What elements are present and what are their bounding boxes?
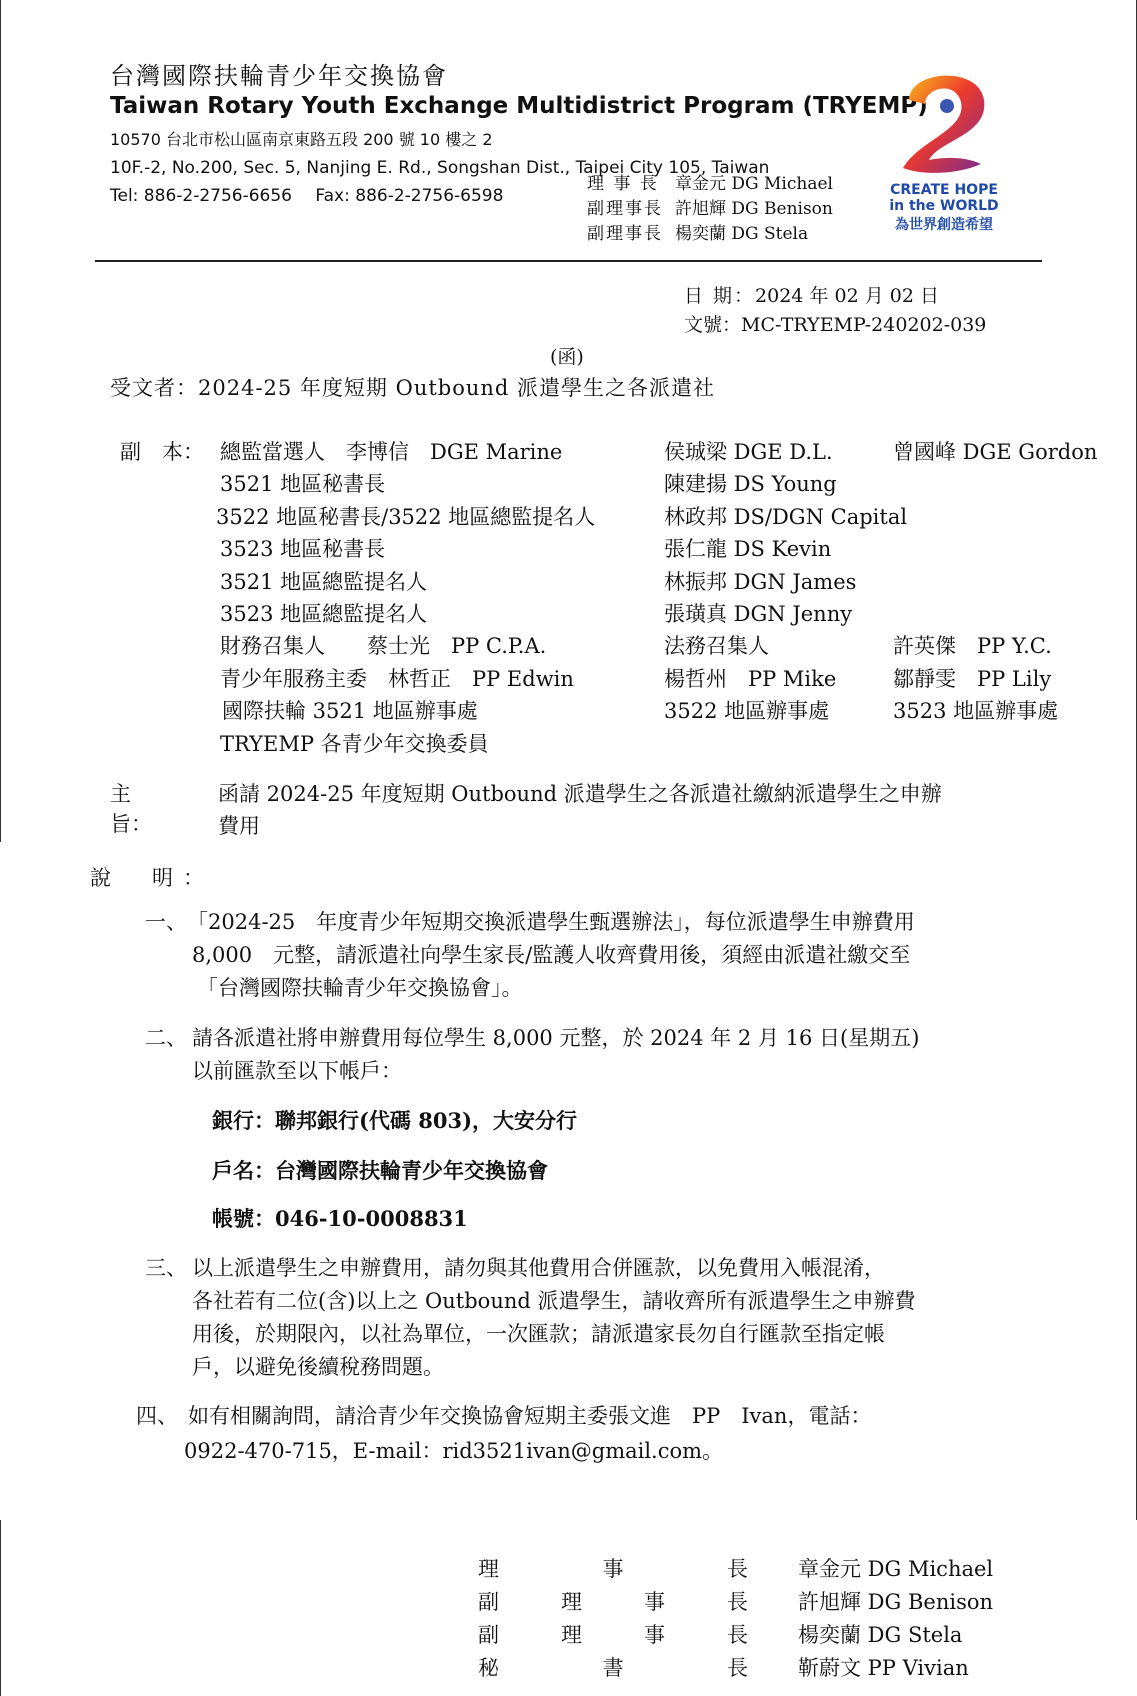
cc-entry: TRYEMP 各青少年交換委員 <box>220 732 489 756</box>
signature-name: 靳蔚文 PP Vivian <box>798 1656 969 1680</box>
ref-line <box>684 311 986 340</box>
date-label: 日 期： <box>684 285 756 307</box>
title-char: 事 <box>602 1557 624 1581</box>
logo-text-2: in the WORLD <box>889 198 999 214</box>
item-line: 如有相關詢問，請洽青少年交換協會短期主委張文進 PP Ivan，電話： <box>188 1404 872 1428</box>
cc-entry: 林振邦 DGN James <box>664 570 857 594</box>
logo-text-3: 為世界創造希望 <box>895 217 993 233</box>
title-char: 秘 <box>478 1656 499 1680</box>
signature-title <box>478 1619 798 1652</box>
cc-entry: 法務召集人 <box>664 634 769 658</box>
account-number: 帳號：046-10-0008831 <box>212 1206 468 1231</box>
subject-line: 費用 <box>218 814 260 838</box>
tel-number: Tel: 886-2-2756-6656 <box>110 186 293 206</box>
item-line: 0922-470-715，E-mail：rid3521ivan@gmail.com。 <box>184 1439 724 1463</box>
signature-name: 章金元 DG Michael <box>798 1557 994 1581</box>
item-line: 戶，以避免後續稅務問題。 <box>192 1355 444 1379</box>
cc-entry: 侯珹梁 DGE D.L. <box>664 440 833 464</box>
logo-text-1: CREATE HOPE <box>890 182 998 198</box>
cc-entry: 3521 地區秘書長 <box>220 472 386 496</box>
item-number: 一、 <box>145 910 187 934</box>
title-char: 副 <box>478 1623 499 1647</box>
item-line: 以上派遣學生之申辦費用，請勿與其他費用合併匯款，以免費用入帳混淆， <box>192 1256 885 1280</box>
cc-entry: 財務召集人 蔡士光 PP C.P.A. <box>220 634 547 658</box>
bank-name: 銀行：聯邦銀行(代碼 803)，大安分行 <box>212 1108 578 1133</box>
cc-entry: 3523 地區秘書長 <box>220 537 386 561</box>
officer-row <box>587 172 833 197</box>
officer-name: 楊奕蘭 DG Stela <box>675 224 809 244</box>
subject-label: 主 旨： <box>110 782 173 836</box>
cc-entry: 許英傑 PP Y.C. <box>893 634 1052 658</box>
address-en: 10F.-2, No.200, Sec. 5, Nanjing E. Rd., Songshan Dist., Taipei City 105, Taiwan <box>110 158 770 178</box>
signature-row <box>478 1619 993 1652</box>
signature-row <box>478 1586 993 1619</box>
address-zh: 10570 台北市松山區南京東路五段 200 號 10 樓之 2 <box>110 130 493 149</box>
officer-title: 理 事 長 <box>587 174 659 194</box>
signature-name: 楊奕蘭 DG Stela <box>798 1623 963 1647</box>
item-line: 「2024-25 年度青少年短期交換派遣學生甄選辦法」，每位派遣學生申辦費用 <box>187 910 915 934</box>
cc-entry: 國際扶輪 3521 地區辦事處 <box>222 699 478 723</box>
officer-name: 章金元 DG Michael <box>675 174 833 194</box>
ref-label: 文號： <box>684 314 742 336</box>
create-hope-logo <box>884 60 1004 234</box>
item-number: 四、 <box>136 1404 178 1428</box>
item-number: 二、 <box>145 1026 187 1050</box>
page-edge-left-lower <box>0 1520 1 1696</box>
ref-value: MC-TRYEMP-240202-039 <box>741 314 987 336</box>
item-line: 用後，於期限內，以社為單位，一次匯款；請派遣家長勿自行匯款至指定帳 <box>192 1322 885 1346</box>
date-value: 2024 年 02 月 02 日 <box>755 285 939 307</box>
item-line: 8,000 元整，請派遣社向學生家長/監護人收齊費用後，須經由派遣社繳交至 <box>192 943 911 967</box>
cc-entry: 張仁龍 DS Kevin <box>664 537 832 561</box>
org-name-en: Taiwan Rotary Youth Exchange Multidistrict Program (TRYEMP) <box>110 93 928 119</box>
cc-entry: 青少年服務主委 林哲正 PP Edwin <box>220 667 574 691</box>
cc-entry: 3522 地區秘書長/3522 地區總監提名人 <box>216 505 596 529</box>
account-name: 戶名：台灣國際扶輪青少年交換協會 <box>212 1158 548 1183</box>
signature-title <box>478 1586 798 1619</box>
cc-entry: 楊哲州 PP Mike <box>664 667 837 691</box>
signature-title <box>478 1553 798 1586</box>
doc-type: (函) <box>550 346 584 368</box>
cc-entry: 曾國峰 DGE Gordon <box>893 440 1098 464</box>
cc-entry: 3522 地區辦事處 <box>664 699 830 723</box>
cc-label: 副 本： <box>120 440 204 464</box>
cc-entry: 總監當選人 李博信 DGE Marine <box>220 440 563 464</box>
cc-entry: 鄒靜雯 PP Lily <box>893 667 1052 691</box>
title-char: 長 <box>727 1557 748 1581</box>
cc-entry: 陳建揚 DS Young <box>664 472 837 496</box>
officer-name: 許旭輝 DG Benison <box>675 199 833 219</box>
title-char: 理 <box>478 1557 499 1581</box>
cc-entry: 3523 地區總監提名人 <box>220 602 428 626</box>
title-char: 長 <box>727 1590 748 1614</box>
officer-title: 副理事長 <box>587 199 663 219</box>
cc-entry: 3521 地區總監提名人 <box>220 570 428 594</box>
item-line: 以前匯款至以下帳戶： <box>192 1059 402 1083</box>
title-char: 長 <box>727 1623 748 1647</box>
title-char: 副 <box>478 1590 499 1614</box>
recipient: 受文者：2024-25 年度短期 Outbound 派遣學生之各派遣社 <box>110 376 716 400</box>
cc-entry: 3523 地區辦事處 <box>893 699 1059 723</box>
item-line: 請各派遣社將申辦費用每位學生 8,000 元整，於 2024 年 2 月 16 日(星期五) <box>192 1026 920 1050</box>
item-number: 三、 <box>145 1256 187 1280</box>
officer-row <box>587 222 833 247</box>
title-char: 理 <box>561 1623 582 1647</box>
title-char: 理 <box>561 1590 582 1614</box>
title-char: 長 <box>727 1656 748 1680</box>
subject-line: 函請 2024-25 年度短期 Outbound 派遣學生之各派遣社繳納派遣學生之申辦 <box>218 782 942 806</box>
date-line <box>684 282 986 311</box>
description-label: 說 明： <box>90 866 214 890</box>
title-char: 事 <box>644 1590 665 1614</box>
title-char: 書 <box>602 1656 624 1680</box>
cc-entry: 張璜真 DGN Jenny <box>664 602 853 626</box>
fax-number: Fax: 886-2-2756-6598 <box>315 186 504 206</box>
officer-row <box>587 197 833 222</box>
cc-entry: 林政邦 DS/DGN Capital <box>664 505 908 529</box>
header-divider <box>95 260 1042 262</box>
item-line: 各社若有二位(含)以上之 Outbound 派遣學生，請收齊所有派遣學生之申辦費 <box>192 1289 916 1313</box>
signature-title <box>478 1652 798 1685</box>
page-edge-left <box>0 0 1 842</box>
signature-row <box>478 1553 993 1586</box>
signature-block <box>478 1553 993 1685</box>
signature-row <box>478 1652 993 1685</box>
org-name-zh: 台灣國際扶輪青少年交換協會 <box>110 62 448 90</box>
officer-title: 副理事長 <box>587 224 663 244</box>
item-line: 「台灣國際扶輪青少年交換協會」。 <box>197 976 523 1000</box>
header-officers <box>587 172 833 247</box>
logo-swirl-icon <box>889 60 999 178</box>
signature-name: 許旭輝 DG Benison <box>798 1590 994 1614</box>
date-block <box>684 282 986 340</box>
title-char: 事 <box>644 1623 665 1647</box>
